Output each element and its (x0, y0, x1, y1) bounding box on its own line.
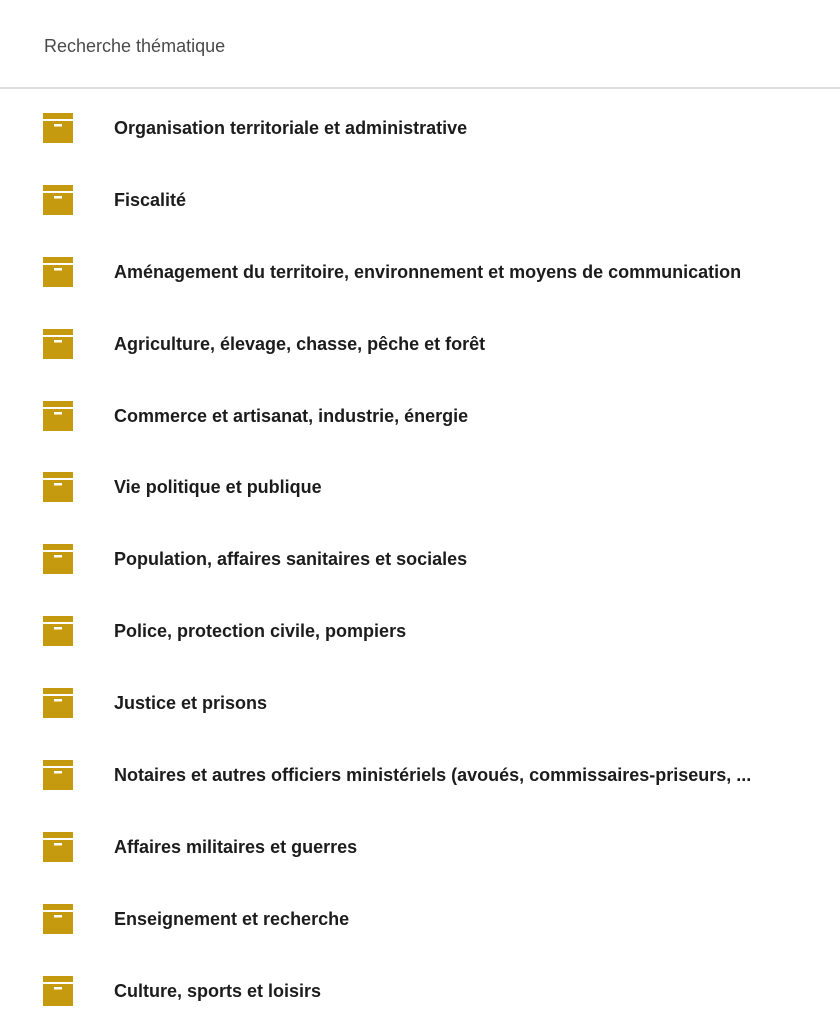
theme-item[interactable] (0, 164, 840, 236)
archive-box-icon (43, 185, 73, 215)
theme-item-label: Affaires militaires et guerres (114, 836, 358, 857)
theme-item[interactable] (0, 308, 840, 380)
theme-item-label: Population, affaires sanitaires et sociales (114, 549, 468, 570)
theme-item-label: Commerce et artisanat, industrie, énergie (114, 405, 469, 426)
theme-item[interactable] (0, 595, 840, 667)
theme-item-label: Aménagement du territoire, environnement et moyens de communication (114, 261, 742, 282)
theme-item[interactable] (0, 92, 840, 164)
archive-box-icon (43, 401, 73, 431)
archive-box-icon (43, 329, 73, 359)
theme-item[interactable] (0, 811, 840, 883)
theme-item-label: Vie politique et publique (114, 477, 322, 498)
archive-box-icon (43, 904, 73, 934)
theme-item-label: Agriculture, élevage, chasse, pêche et forêt (114, 333, 486, 354)
theme-item-label: Culture, sports et loisirs (114, 980, 322, 1001)
theme-list (0, 92, 840, 1027)
archive-box-icon (43, 472, 73, 502)
theme-item-label: Fiscalité (114, 189, 187, 210)
archive-box-icon (43, 616, 73, 646)
theme-item[interactable] (0, 667, 840, 739)
theme-item[interactable] (0, 523, 840, 595)
archive-box-icon (43, 257, 73, 287)
archive-box-icon (43, 688, 73, 718)
archive-box-icon (43, 760, 73, 790)
archive-box-icon (43, 113, 73, 143)
theme-item-label: Police, protection civile, pompiers (114, 621, 407, 642)
theme-item[interactable] (0, 236, 840, 308)
archive-box-icon (43, 544, 73, 574)
theme-item-label: Enseignement et recherche (114, 908, 350, 929)
theme-item-label: Organisation territoriale et administrative (114, 118, 468, 138)
archive-box-icon (43, 832, 73, 862)
theme-item[interactable] (0, 739, 840, 811)
theme-item[interactable] (0, 883, 840, 955)
archive-box-icon (43, 976, 73, 1006)
theme-item-label: Justice et prisons (114, 693, 268, 714)
theme-item[interactable] (0, 451, 840, 523)
page-header (0, 0, 840, 89)
theme-item-label: Notaires et autres officiers ministériels (avoués, commissaires-priseurs, ... (114, 765, 752, 786)
page-title: Recherche thématique (44, 36, 226, 56)
theme-item[interactable] (0, 955, 840, 1027)
theme-item[interactable] (0, 380, 840, 452)
